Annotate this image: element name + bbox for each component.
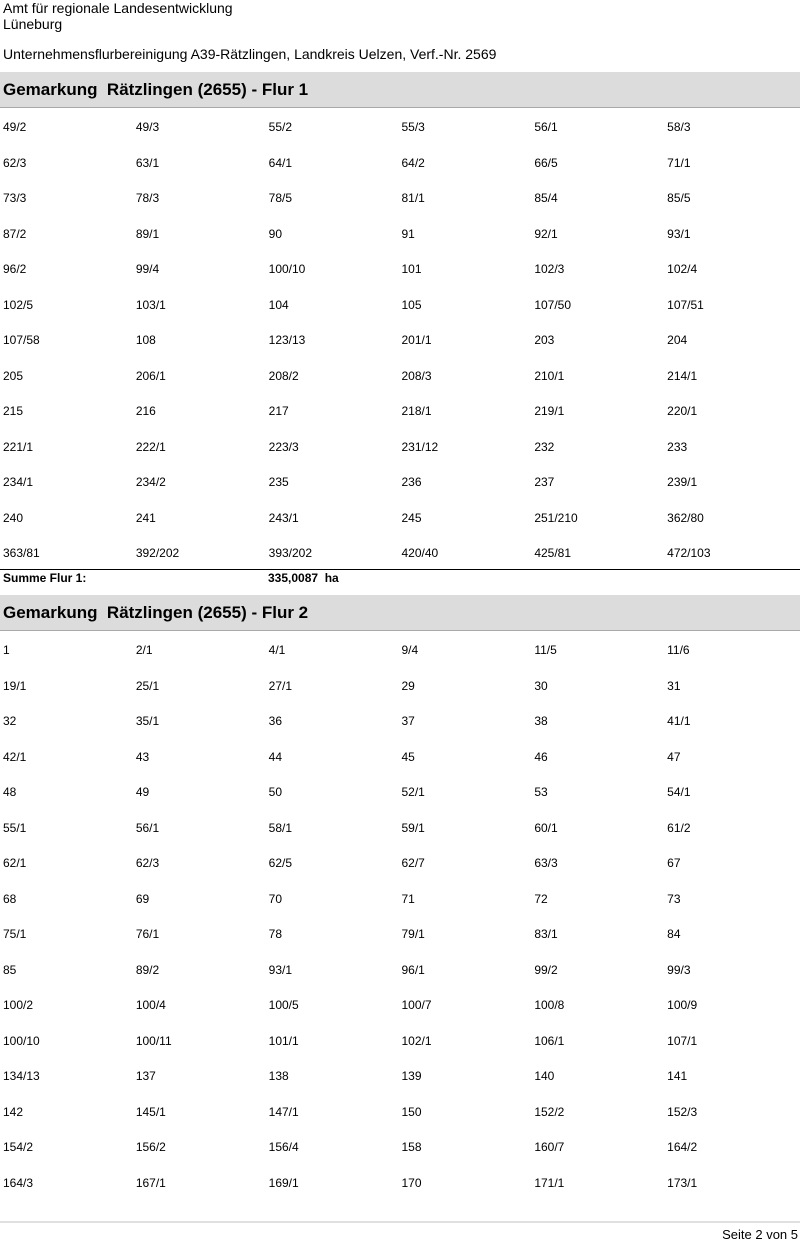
parcel-number: 32 <box>3 714 17 728</box>
parcel-number: 138 <box>268 1069 289 1083</box>
parcel-number: 44 <box>268 749 283 764</box>
parcel-number: 43 <box>135 749 150 764</box>
parcel-number: 78/5 <box>268 191 293 205</box>
parcel-number: 9/4 <box>401 643 419 657</box>
table-row <box>3 440 800 476</box>
parcel-number: 100/9 <box>667 998 698 1012</box>
parcel-number: 53 <box>534 785 548 799</box>
parcel-number: 41/1 <box>667 714 691 728</box>
parcel-number: 36 <box>268 714 283 728</box>
parcel-number: 156/4 <box>268 1140 299 1154</box>
parcel-number: 139 <box>401 1069 422 1083</box>
table-row <box>3 1140 800 1176</box>
authority-name: Amt für regionale Landesentwicklung <box>3 0 233 16</box>
parcel-number: 71 <box>401 891 415 906</box>
parcel-number: 140 <box>534 1069 555 1083</box>
parcel-number: 2/1 <box>135 643 153 657</box>
parcel-number: 55/3 <box>401 120 425 134</box>
sum-value: 335,0087 ha <box>268 571 339 585</box>
table-row <box>3 998 800 1034</box>
table-row <box>3 120 800 156</box>
parcel-number: 108 <box>135 333 156 347</box>
parcel-number: 156/2 <box>135 1140 166 1154</box>
parcel-number: 160/7 <box>534 1140 565 1154</box>
parcel-number: 107/50 <box>534 297 572 312</box>
parcel-number: 73/3 <box>3 191 27 205</box>
parcel-number: 58/3 <box>667 120 691 134</box>
parcel-number: 232 <box>534 439 555 454</box>
parcel-number: 393/202 <box>268 546 313 560</box>
parcel-number: 89/1 <box>135 226 160 241</box>
table-row <box>3 856 800 892</box>
parcel-number: 221/1 <box>3 439 34 454</box>
parcel-number: 239/1 <box>667 475 698 489</box>
parcel-number: 84 <box>667 927 681 941</box>
table-row <box>3 714 800 750</box>
parcel-number: 58/1 <box>268 820 293 835</box>
parcel-number: 103/1 <box>135 297 166 312</box>
parcel-number: 63/3 <box>534 856 558 870</box>
parcel-number: 29 <box>401 678 415 693</box>
table-row <box>3 1176 800 1212</box>
parcel-number: 105 <box>401 297 422 312</box>
parcel-number: 218/1 <box>401 404 432 418</box>
parcel-number: 233 <box>667 439 688 454</box>
parcel-number: 235 <box>268 475 289 489</box>
parcel-number: 154/2 <box>3 1140 34 1154</box>
parcel-number: 91 <box>401 226 415 241</box>
parcel-number: 35/1 <box>135 714 160 728</box>
parcel-number: 100/4 <box>135 998 166 1012</box>
parcel-number: 147/1 <box>268 1104 299 1119</box>
table-row <box>3 785 800 821</box>
parcel-number: 68 <box>3 891 17 906</box>
parcel-number: 30 <box>534 678 548 693</box>
parcel-number: 206/1 <box>135 368 166 383</box>
parcel-number: 56/1 <box>135 820 160 835</box>
parcel-number: 420/40 <box>401 546 439 560</box>
sum-label: Summe Flur 1: <box>3 571 87 585</box>
parcel-number: 55/1 <box>3 820 27 835</box>
parcel-number: 141 <box>667 1069 688 1083</box>
parcel-number: 472/103 <box>667 546 711 560</box>
parcel-number: 237 <box>534 475 555 489</box>
parcel-number: 223/3 <box>268 439 299 454</box>
parcel-number: 102/4 <box>667 262 698 276</box>
parcel-number: 245 <box>401 510 422 525</box>
parcel-number: 217 <box>268 404 289 418</box>
parcel-number: 50 <box>268 785 283 799</box>
parcel-number: 31 <box>667 678 681 693</box>
parcel-number: 100/10 <box>3 1033 40 1048</box>
parcel-number: 52/1 <box>401 785 425 799</box>
parcel-number: 11/6 <box>667 643 690 657</box>
parcel-number: 205 <box>3 368 24 383</box>
parcel-number: 89/2 <box>135 962 160 977</box>
parcel-number: 363/81 <box>3 546 40 560</box>
parcel-number: 392/202 <box>135 546 180 560</box>
parcel-number: 167/1 <box>135 1175 166 1190</box>
parcel-number: 169/1 <box>268 1175 299 1190</box>
section-header-flur-1 <box>0 72 800 108</box>
section-title: Gemarkung Rätzlingen (2655) - Flur 2 <box>3 603 309 622</box>
parcel-number: 62/1 <box>3 856 27 870</box>
parcel-number: 234/2 <box>135 475 166 489</box>
parcel-number: 107/58 <box>3 333 40 347</box>
parcel-number: 102/5 <box>3 297 34 312</box>
parcel-number: 63/1 <box>135 155 160 170</box>
parcel-number: 72 <box>534 891 548 906</box>
table-row <box>3 511 800 547</box>
table-row <box>3 227 800 263</box>
parcel-number: 425/81 <box>534 546 572 560</box>
parcel-number: 48 <box>3 785 17 799</box>
table-row <box>3 333 800 369</box>
table-row <box>3 963 800 999</box>
parcel-number: 219/1 <box>534 404 565 418</box>
page-number: Seite 2 von 5 <box>722 1227 798 1242</box>
table-row <box>3 475 800 511</box>
table-row <box>3 262 800 298</box>
parcel-number: 100/5 <box>268 998 299 1012</box>
parcel-number: 87/2 <box>3 226 27 241</box>
parcel-number: 240 <box>3 510 24 525</box>
parcel-number: 152/2 <box>534 1104 565 1119</box>
parcel-number: 42/1 <box>3 749 27 764</box>
parcel-number: 56/1 <box>534 120 558 134</box>
table-row <box>3 298 800 334</box>
parcel-number: 107/51 <box>667 297 704 312</box>
authority-location: Lüneburg <box>3 16 63 32</box>
parcel-number: 45 <box>401 749 415 764</box>
document-header <box>3 0 233 32</box>
section-title: Gemarkung Rätzlingen (2655) - Flur 1 <box>3 80 309 99</box>
parcel-number: 83/1 <box>534 927 558 941</box>
parcel-number: 93/1 <box>667 226 691 241</box>
parcel-number: 62/3 <box>135 856 160 870</box>
parcel-number: 71/1 <box>667 155 691 170</box>
table-row <box>3 679 800 715</box>
parcel-number: 134/13 <box>3 1069 40 1083</box>
parcel-number: 216 <box>135 404 156 418</box>
parcel-number: 62/5 <box>268 856 293 870</box>
parcel-number: 46 <box>534 749 548 764</box>
parcel-number: 222/1 <box>135 439 166 454</box>
table-row <box>3 369 800 405</box>
parcel-number: 164/2 <box>667 1140 698 1154</box>
parcel-number: 60/1 <box>534 820 558 835</box>
parcel-number: 236 <box>401 475 422 489</box>
table-row <box>3 821 800 857</box>
parcel-number: 164/3 <box>3 1175 34 1190</box>
sum-divider <box>0 569 800 570</box>
parcel-number: 203 <box>534 333 555 347</box>
table-row <box>3 156 800 192</box>
parcel-number: 85/5 <box>667 191 691 205</box>
parcel-number: 69 <box>135 891 150 906</box>
parcel-number: 66/5 <box>534 155 558 170</box>
parcel-number: 362/80 <box>667 510 704 525</box>
parcel-number: 208/3 <box>401 368 432 383</box>
table-row <box>3 191 800 227</box>
parcel-number: 19/1 <box>3 678 27 693</box>
parcel-number: 1 <box>3 643 10 657</box>
table-row <box>3 1069 800 1105</box>
parcel-number: 85/4 <box>534 191 558 205</box>
parcel-number: 27/1 <box>268 678 293 693</box>
parcel-number: 67 <box>667 856 681 870</box>
parcel-number: 251/210 <box>534 510 578 525</box>
table-row <box>3 1105 800 1141</box>
procedure-title: Unternehmensflurbereinigung A39-Rätzlingen, Landkreis Uelzen, Verf.-Nr. 2569 <box>3 46 497 62</box>
parcel-number: 231/12 <box>401 439 439 454</box>
parcel-number: 100/10 <box>268 262 306 276</box>
parcel-number: 201/1 <box>401 333 432 347</box>
parcel-number: 62/7 <box>401 856 425 870</box>
parcel-number: 150 <box>401 1104 422 1119</box>
parcel-number: 137 <box>135 1069 156 1083</box>
parcel-number: 70 <box>268 891 283 906</box>
parcel-number: 243/1 <box>268 510 299 525</box>
parcel-number: 100/7 <box>401 998 432 1012</box>
parcel-number: 234/1 <box>3 475 34 489</box>
parcel-number: 93/1 <box>268 962 293 977</box>
table-row <box>3 1034 800 1070</box>
parcel-number: 85 <box>3 962 17 977</box>
parcel-number: 214/1 <box>667 368 698 383</box>
table-row <box>3 750 800 786</box>
parcel-number: 73 <box>667 891 681 906</box>
parcel-number: 241 <box>135 510 156 525</box>
parcel-number: 99/2 <box>534 962 558 977</box>
parcel-number: 92/1 <box>534 226 558 241</box>
parcel-number: 208/2 <box>268 368 299 383</box>
parcel-number: 210/1 <box>534 368 565 383</box>
parcel-number: 215 <box>3 404 24 418</box>
parcel-number: 47 <box>667 749 681 764</box>
table-row <box>3 892 800 928</box>
parcel-number: 99/4 <box>135 262 160 276</box>
parcel-number: 100/11 <box>135 1033 172 1048</box>
parcel-number: 142 <box>3 1104 24 1119</box>
parcel-number: 102/1 <box>401 1033 432 1048</box>
parcel-number: 100/8 <box>534 998 565 1012</box>
parcel-grid-flur-1 <box>3 120 800 582</box>
parcel-number: 4/1 <box>268 643 286 657</box>
parcel-number: 145/1 <box>135 1104 166 1119</box>
parcel-number: 104 <box>268 297 289 312</box>
parcel-number: 81/1 <box>401 191 425 205</box>
parcel-number: 11/5 <box>534 643 557 657</box>
parcel-number: 170 <box>401 1175 422 1190</box>
parcel-number: 173/1 <box>667 1175 698 1190</box>
parcel-number: 99/3 <box>667 962 691 977</box>
parcel-number: 49/3 <box>135 120 160 134</box>
parcel-number: 38 <box>534 714 548 728</box>
parcel-number: 37 <box>401 714 415 728</box>
parcel-number: 101/1 <box>268 1033 299 1048</box>
table-row <box>3 546 800 582</box>
footer-divider <box>0 1221 800 1223</box>
parcel-number: 96/1 <box>401 962 425 977</box>
parcel-number: 54/1 <box>667 785 691 799</box>
parcel-number: 158 <box>401 1140 422 1154</box>
parcel-number: 106/1 <box>534 1033 565 1048</box>
parcel-number: 220/1 <box>667 404 698 418</box>
parcel-number: 90 <box>268 226 283 241</box>
parcel-number: 49 <box>135 785 150 799</box>
parcel-number: 107/1 <box>667 1033 698 1048</box>
parcel-number: 25/1 <box>135 678 160 693</box>
parcel-number: 64/2 <box>401 155 425 170</box>
parcel-number: 102/3 <box>534 262 565 276</box>
parcel-number: 100/2 <box>3 998 34 1012</box>
parcel-number: 64/1 <box>268 155 293 170</box>
parcel-number: 62/3 <box>3 155 27 170</box>
parcel-number: 49/2 <box>3 120 27 134</box>
section-header-flur-2 <box>0 595 800 631</box>
table-row <box>3 404 800 440</box>
parcel-number: 204 <box>667 333 688 347</box>
parcel-number: 123/13 <box>268 333 306 347</box>
table-row <box>3 927 800 963</box>
parcel-number: 55/2 <box>268 120 293 134</box>
parcel-number: 171/1 <box>534 1175 565 1190</box>
parcel-number: 61/2 <box>667 820 691 835</box>
parcel-number: 79/1 <box>401 927 425 941</box>
parcel-number: 152/3 <box>667 1104 698 1119</box>
table-row <box>3 643 800 679</box>
parcel-number: 78/3 <box>135 191 160 205</box>
parcel-number: 75/1 <box>3 927 27 941</box>
parcel-number: 78 <box>268 927 283 941</box>
parcel-number: 101 <box>401 262 422 276</box>
parcel-number: 76/1 <box>135 927 160 941</box>
parcel-grid-flur-2 <box>3 643 800 1211</box>
parcel-number: 59/1 <box>401 820 425 835</box>
parcel-number: 96/2 <box>3 262 27 276</box>
